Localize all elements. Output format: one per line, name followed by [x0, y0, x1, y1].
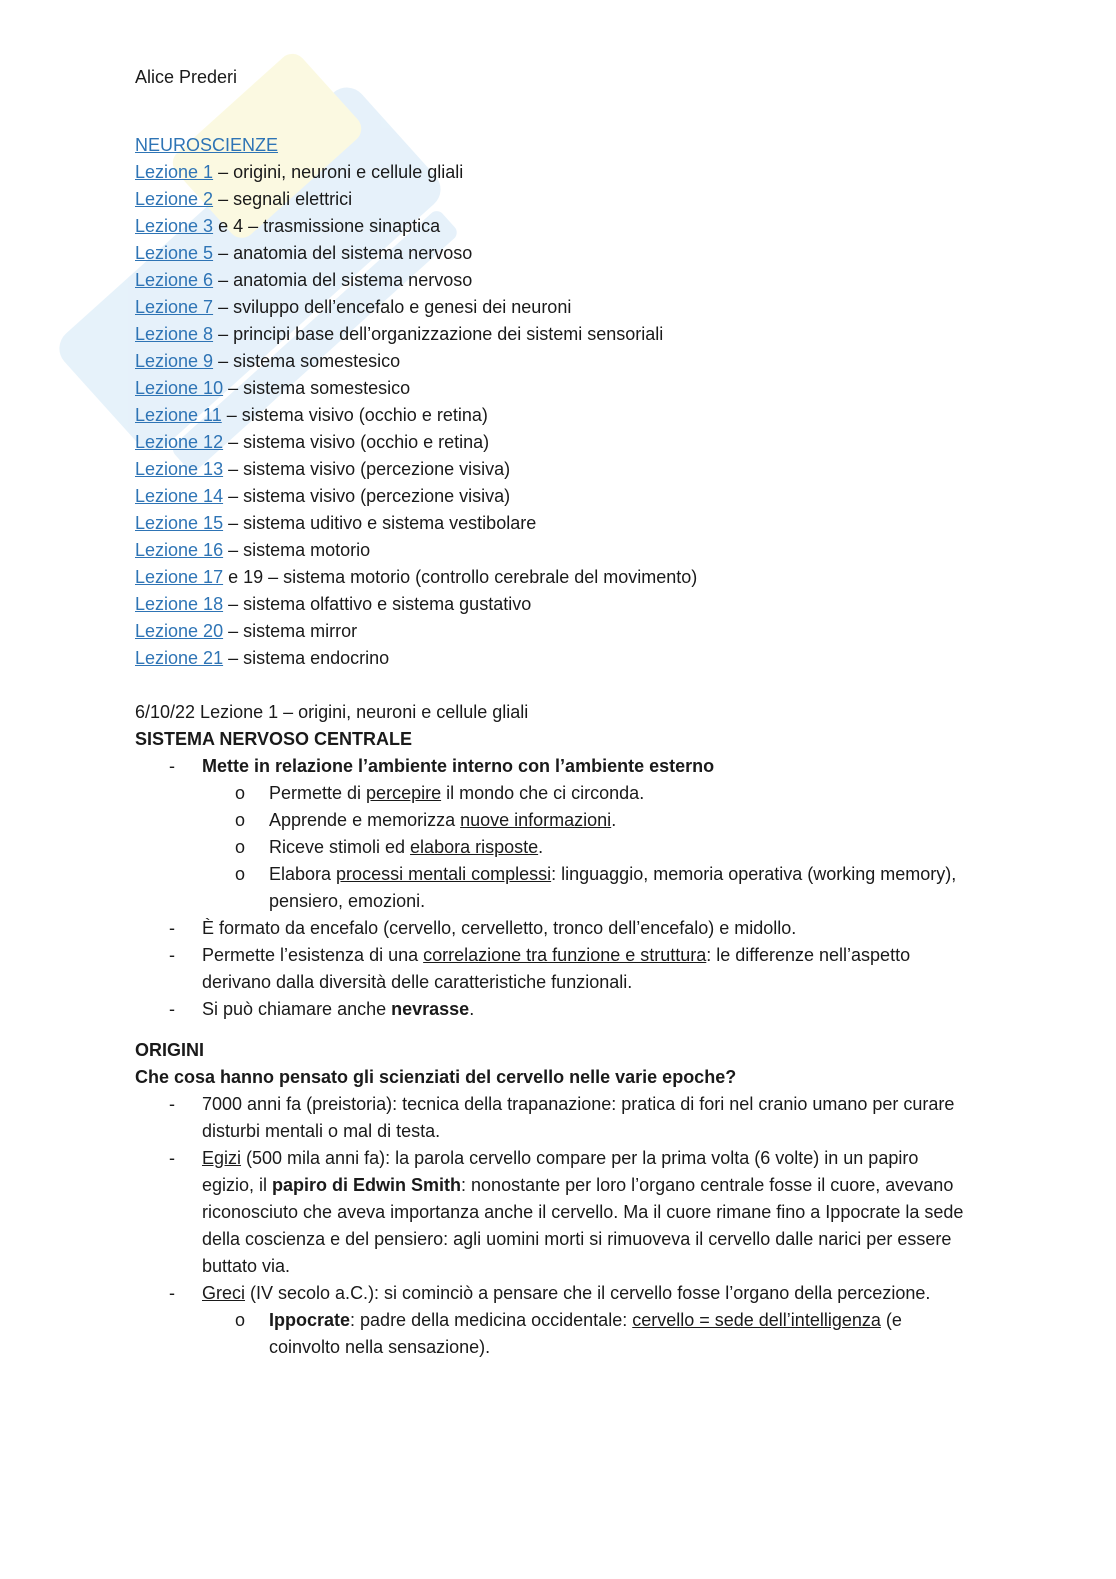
toc-item [135, 213, 965, 240]
toc-item-description: – sistema endocrino [223, 648, 390, 668]
toc-item-description: e 4 – trasmissione sinaptica [213, 216, 441, 236]
toc-item-description: – sistema uditivo e sistema vestibolare [223, 513, 537, 533]
toc-item-description: – sistema visivo (percezione visiva) [223, 459, 511, 479]
toc-item [135, 321, 965, 348]
toc-lesson-link[interactable]: Lezione 11 [135, 405, 222, 425]
toc-lesson-link[interactable]: Lezione 21 [135, 648, 224, 668]
toc-lesson-link[interactable]: Lezione 20 [135, 621, 224, 641]
toc-item [135, 240, 965, 267]
toc-item-description: – sistema olfattivo e sistema gustativo [223, 594, 532, 614]
sub-list-item: o Ippocrate: padre della medicina occidentale: cervello = sede dell’intelligenza (e coinvolto nella sensazione). [235, 1310, 902, 1357]
toc-lesson-link[interactable]: Lezione 7 [135, 297, 214, 317]
toc-lesson-link[interactable]: Lezione 16 [135, 540, 224, 560]
toc-lesson-link[interactable]: Lezione 6 [135, 270, 214, 290]
toc-item-description: – sistema mirror [223, 621, 358, 641]
table-of-contents [135, 159, 965, 672]
toc-item [135, 591, 965, 618]
toc-item-description: – segnali elettrici [213, 189, 353, 209]
toc-item [135, 564, 965, 591]
toc-item-description: – sistema visivo (occhio e retina) [223, 432, 490, 452]
toc-item-description: – anatomia del sistema nervoso [213, 243, 473, 263]
toc-lesson-link[interactable]: Lezione 18 [135, 594, 224, 614]
toc-item [135, 294, 965, 321]
toc-lesson-link[interactable]: Lezione 2 [135, 189, 214, 209]
list-item: - 7000 anni fa (preistoria): tecnica della trapanazione: pratica di fori nel cranio umano per curare disturbi mentali o mal di testa. [169, 1094, 955, 1141]
toc-lesson-link[interactable]: Lezione 10 [135, 378, 224, 398]
sub-list-item: o Apprende e memorizza nuove informazioni. [235, 810, 617, 830]
list-item: - Si può chiamare anche nevrasse. [169, 999, 475, 1019]
section-heading: SISTEMA NERVOSO CENTRALE [135, 729, 413, 749]
toc-item-description: – sistema motorio [223, 540, 371, 560]
toc-item [135, 348, 965, 375]
toc-item [135, 618, 965, 645]
sub-list-item: o Riceve stimoli ed elabora risposte. [235, 837, 544, 857]
toc-item [135, 375, 965, 402]
document-page [135, 64, 965, 1361]
toc-lesson-link[interactable]: Lezione 13 [135, 459, 224, 479]
sub-list-item: o Permette di percepire il mondo che ci circonda. [235, 783, 645, 803]
section-question: Che cosa hanno pensato gli scienziati del cervello nelle varie epoche? [135, 1067, 737, 1087]
toc-item [135, 510, 965, 537]
toc-item-description: – sviluppo dell’encefalo e genesi dei neuroni [213, 297, 572, 317]
toc-item-description: – sistema visivo (occhio e retina) [221, 405, 488, 425]
toc-lesson-link[interactable]: Lezione 3 [135, 216, 214, 236]
toc-item-description: e 19 – sistema motorio (controllo cerebrale del movimento) [223, 567, 698, 587]
toc-item [135, 267, 965, 294]
toc-lesson-link[interactable]: Lezione 1 [135, 162, 214, 182]
toc-item [135, 402, 965, 429]
toc-lesson-link[interactable]: Lezione 17 [135, 567, 224, 587]
toc-lesson-link[interactable]: Lezione 9 [135, 351, 214, 371]
toc-item [135, 537, 965, 564]
author-name: Alice Prederi [135, 67, 238, 87]
toc-item [135, 159, 965, 186]
section-heading: ORIGINI [135, 1040, 205, 1060]
toc-item [135, 186, 965, 213]
toc-lesson-link[interactable]: Lezione 12 [135, 432, 224, 452]
toc-item [135, 456, 965, 483]
toc-item-description: – anatomia del sistema nervoso [213, 270, 473, 290]
toc-lesson-link[interactable]: Lezione 5 [135, 243, 214, 263]
lesson-date-title: 6/10/22 Lezione 1 – origini, neuroni e cellule gliali [135, 702, 529, 722]
toc-lesson-link[interactable]: Lezione 14 [135, 486, 224, 506]
toc-item [135, 483, 965, 510]
toc-lesson-link[interactable]: Lezione 15 [135, 513, 224, 533]
toc-item-description: – sistema visivo (percezione visiva) [223, 486, 511, 506]
list-item: - Permette l’esistenza di una correlazione tra funzione e struttura: le differenze nell’aspetto derivano dalla diversità delle caratteristiche funzionali. [169, 945, 911, 992]
list-item: - Egizi (500 mila anni fa): la parola cervello compare per la prima volta (6 volte) in un papiro egizio, il papiro di Edwin Smith: nonostante per loro l’organo centrale fosse il cuore, avevano riconosciuto che aveva importanza anche il cervello. Ma il cuore rimane fino a Ippocrate la sede della coscienza e del pensiero: agli uomini morti si rimuoveva il cervello dalle narici per essere buttato via. [169, 1148, 964, 1276]
list-item: - Mette in relazione l’ambiente interno con l’ambiente esterno [169, 756, 715, 776]
toc-item [135, 645, 965, 672]
toc-item-description: – principi base dell’organizzazione dei sistemi sensoriali [213, 324, 664, 344]
toc-item-description: – sistema somestesico [223, 378, 411, 398]
toc-lesson-link[interactable]: Lezione 8 [135, 324, 214, 344]
list-item: - Greci (IV secolo a.C.): si cominciò a pensare che il cervello fosse l’organo della percezione. [169, 1283, 931, 1303]
toc-item-description: – origini, neuroni e cellule gliali [213, 162, 464, 182]
toc-item-description: – sistema somestesico [213, 351, 401, 371]
sub-list-item: o Elabora processi mentali complessi: linguaggio, memoria operativa (working memory), pensiero, emozioni. [235, 864, 957, 911]
list-item: - È formato da encefalo (cervello, cervelletto, tronco dell’encefalo) e midollo. [169, 918, 797, 938]
toc-title-link[interactable]: NEUROSCIENZE [135, 135, 279, 155]
toc-item [135, 429, 965, 456]
